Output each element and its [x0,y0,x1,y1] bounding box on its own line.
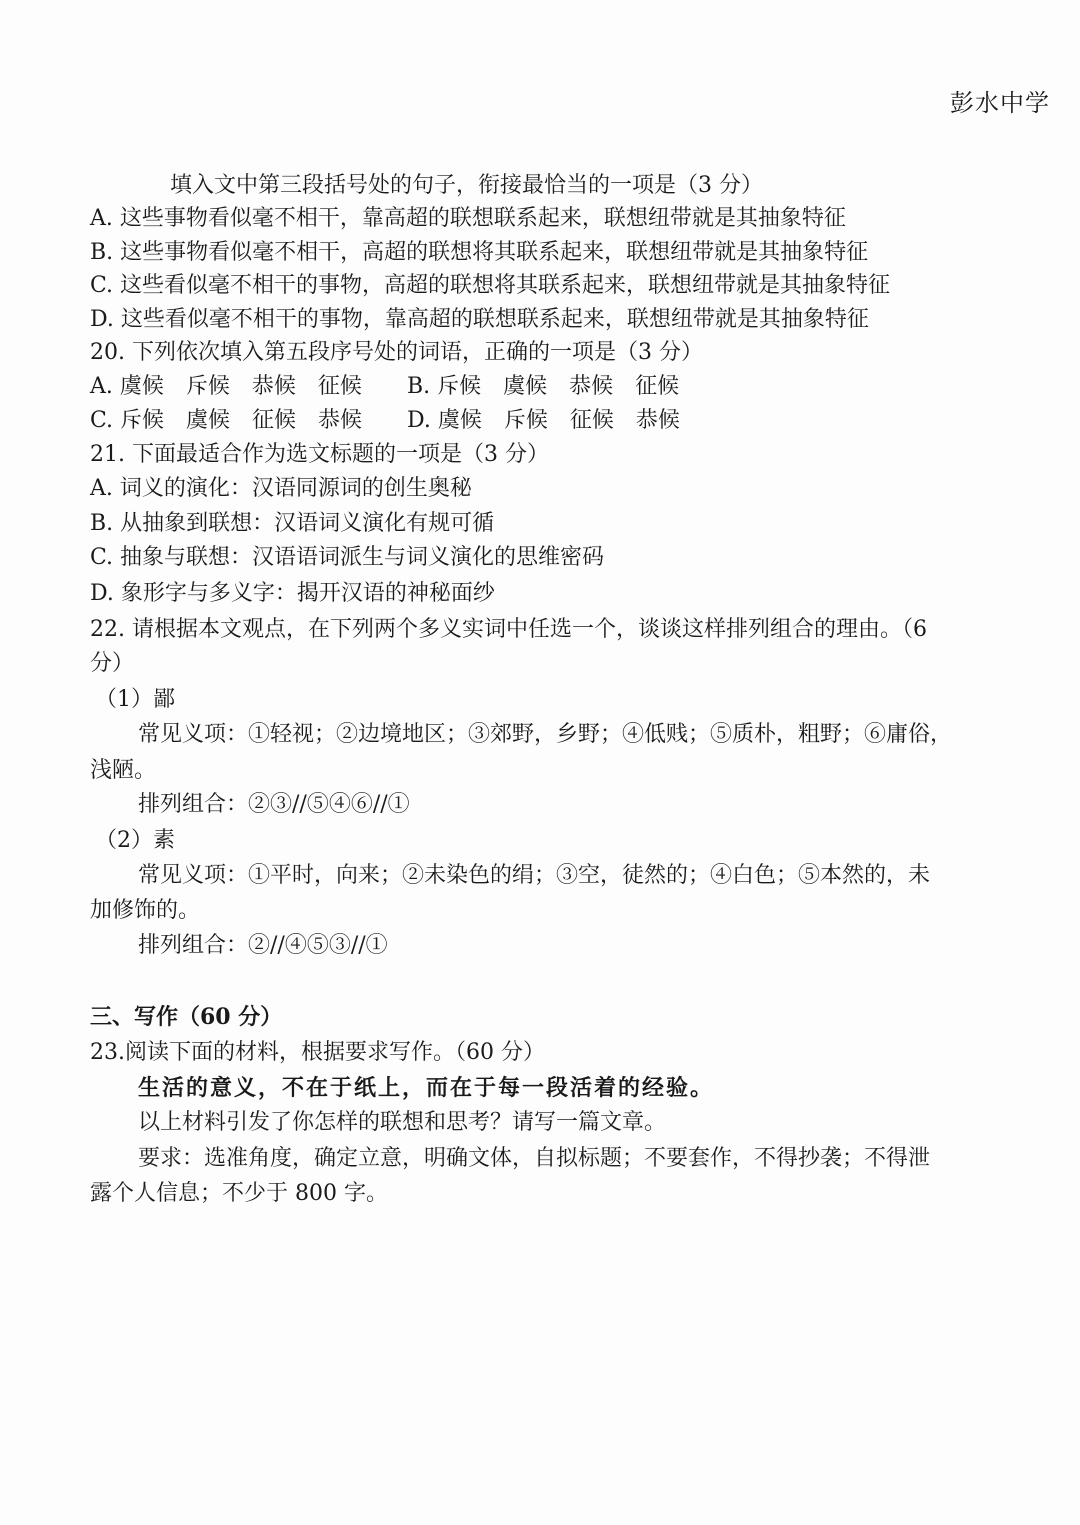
q23-material: 生活的意义，不在于纸上，而在于每一段活着的经验。 [138,1075,715,1101]
q23-stem: 23.阅读下面的材料，根据要求写作。（60 分） [90,1040,545,1065]
q23-requirements-line2: 露个人信息；不少于 800 字。 [90,1181,388,1206]
q22-item1-meaning-line1: 常见义项：①轻视；②边境地区；③郊野，乡野；④低贱；⑤质朴，粗野；⑥庸俗， [138,722,953,747]
q20-option-c: C. 斥候 虞候 征候 恭候 [90,408,363,433]
q21-option-c: C. 抽象与联想：汉语语词派生与词义演化的思维密码 [90,545,605,570]
q22-item2-meaning-line2: 加修饰的。 [90,898,201,923]
q22-item2-arrangement: 排列组合：②//④⑤③//① [138,933,388,958]
q19-option-c: C. 这些看似毫不相干的事物，高超的联想将其联系起来，联想纽带就是其抽象特征 [90,273,891,298]
q21-option-a: A. 词义的演化：汉语同源词的创生奥秘 [90,476,472,501]
q21-stem: 21. 下面最适合作为选文标题的一项是（3 分） [90,442,549,467]
q22-item2-title: （2）素 [95,828,175,853]
q22-stem-line2: 分） [90,651,135,676]
q19-stem: 填入文中第三段括号处的句子，衔接最恰当的一项是（3 分） [170,173,763,198]
q19-option-b: B. 这些事物看似毫不相干，高超的联想将其联系起来，联想纽带就是其抽象特征 [90,240,869,265]
q22-item1-title: （1）鄙 [95,687,175,712]
q23-prompt: 以上材料引发了你怎样的联想和思考？请写一篇文章。 [138,1110,667,1135]
q19-option-a: A. 这些事物看似毫不相干，靠高超的联想联系起来，联想纽带就是其抽象特征 [90,206,846,231]
section3-title: 三、写作（60 分） [90,1004,283,1030]
q20-option-d: D. 虞候 斥候 征候 恭候 [407,408,680,433]
q19-option-d: D. 这些看似毫不相干的事物，靠高超的联想联系起来，联想纽带就是其抽象特征 [90,307,869,332]
q22-stem-line1: 22. 请根据本文观点，在下列两个多义实词中任选一个，谈谈这样排列组合的理由。（6 [90,617,927,642]
school-name: 彭水中学 [950,89,1050,117]
q20-option-b: B. 斥候 虞候 恭候 征候 [407,374,680,399]
q20-option-a: A. 虞候 斥候 恭候 征候 [90,374,362,399]
q20-stem: 20. 下列依次填入第五段序号处的词语，正确的一项是（3 分） [90,340,703,365]
q22-item1-meaning-line2: 浅陋。 [90,758,157,783]
q21-option-d: D. 象形字与多义字：揭开汉语的神秘面纱 [90,581,495,606]
q22-item1-arrangement: 排列组合：②③//⑤④⑥//① [138,792,410,817]
q23-requirements-line1: 要求：选准角度，确定立意，明确文体，自拟标题；不要套作，不得抄袭；不得泄 [138,1146,931,1171]
q21-option-b: B. 从抽象到联想：汉语词义演化有规可循 [90,511,495,536]
q22-item2-meaning-line1: 常见义项：①平时，向来；②未染色的绢；③空，徒然的；④白色；⑤本然的，未 [138,863,931,888]
